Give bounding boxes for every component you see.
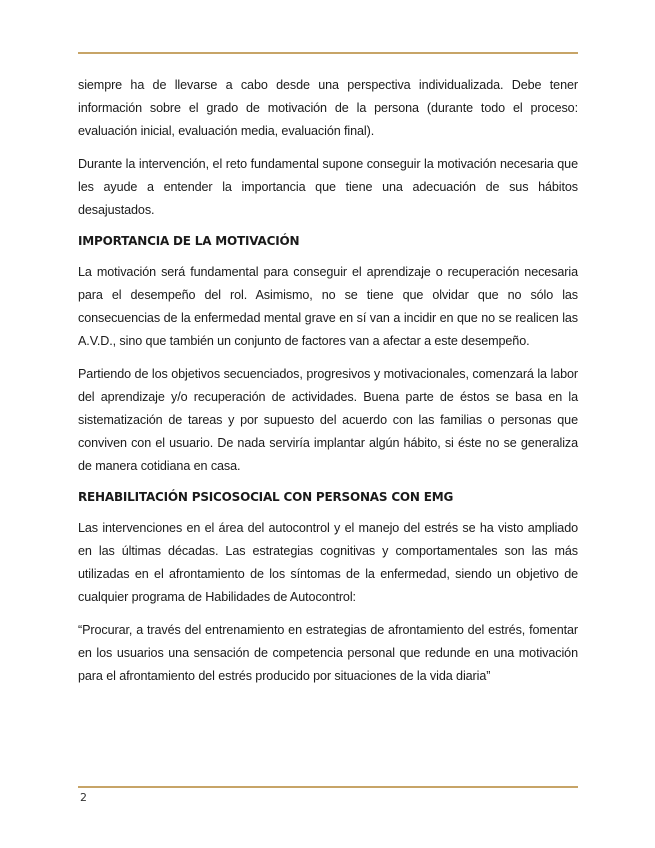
footer-rule	[78, 786, 578, 788]
paragraph: siempre ha de llevarse a cabo desde una perspectiva individualizada. Debe tener información sobre el grado de motivación de la persona (durante todo el proceso: evaluación inicial, evaluación media, evaluación final).	[78, 78, 578, 138]
page-number: 2	[80, 791, 87, 804]
paragraph: La motivación será fundamental para conseguir el aprendizaje o recuperación necesaria para el desempeño del rol. Asimismo, no se tiene que olvidar que no sólo las consecuencias de la enfermedad mental grave en sí van a incidir en que no se realicen las A.V.D., sino que también un conjunto de factores van a afectar a este desempeño.	[78, 265, 578, 348]
section-heading: IMPORTANCIA DE LA MOTIVACIÓN	[78, 234, 300, 248]
paragraph: Durante la intervención, el reto fundamental supone conseguir la motivación necesaria que les ayude a entender la importancia que tiene una adecuación de sus hábitos desajustados.	[78, 157, 578, 217]
quote-paragraph: “Procurar, a través del entrenamiento en estrategias de afrontamiento del estrés, fomentar en los usuarios una sensación de competencia personal que redunde en una motivación para el afrontamiento del estrés producido por situaciones de la vida diaria”	[78, 623, 578, 683]
header-rule	[78, 52, 578, 54]
paragraph: Las intervenciones en el área del autocontrol y el manejo del estrés se ha visto ampliado en las últimas décadas. Las estrategias cognitivas y comportamentales son las más utilizadas en el afrontamiento de los síntomas de la enfermedad, siendo un objetivo de cualquier programa de Habilidades de Autocontrol:	[78, 521, 578, 604]
page-content	[78, 74, 578, 698]
paragraph: Partiendo de los objetivos secuenciados, progresivos y motivacionales, comenzará la labor del aprendizaje y/o recuperación de actividades. Buena parte de éstos se basa en la sistematización de tareas y por supuesto del acuerdo con las familias o personas que conviven con el usuario. De nada serviría implantar algún hábito, si éste no se generaliza de manera cotidiana en casa.	[78, 367, 578, 473]
section-heading: REHABILITACIÓN PSICOSOCIAL CON PERSONAS CON EMG	[78, 490, 454, 504]
